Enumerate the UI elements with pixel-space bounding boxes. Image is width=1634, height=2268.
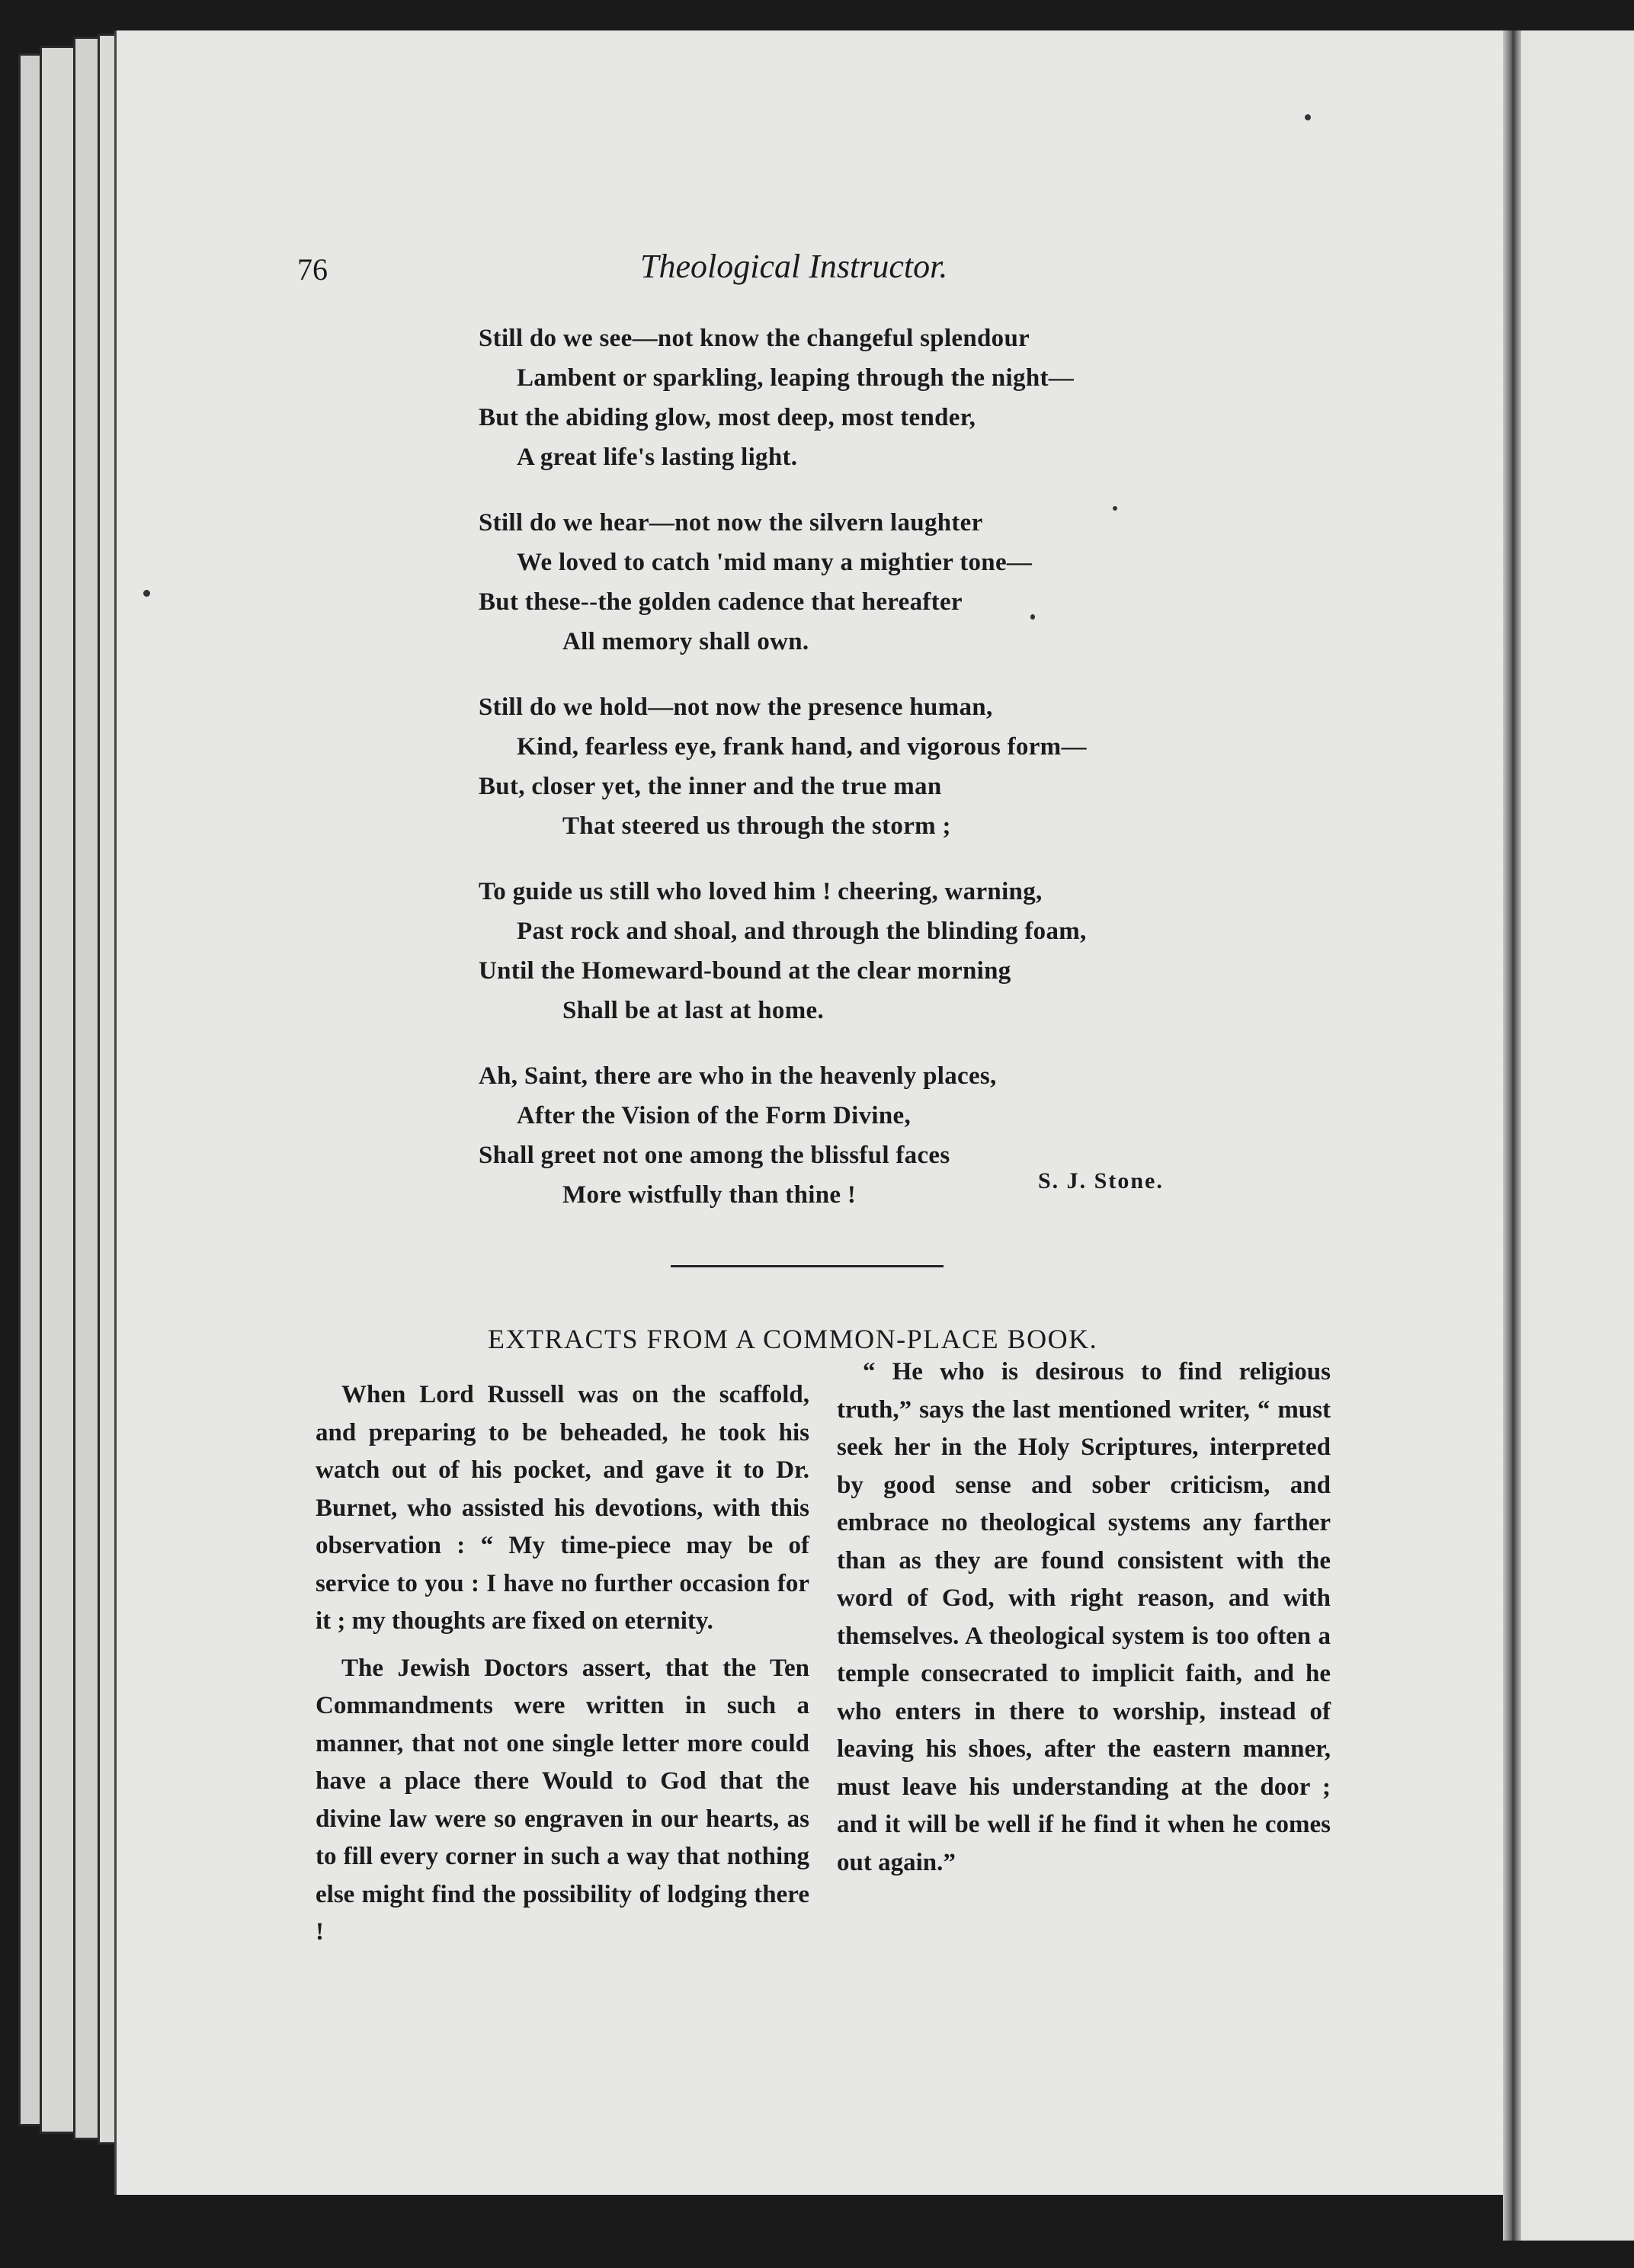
- poem-line: Still do we see—not know the changeful splendour: [479, 325, 1030, 352]
- poem-line: After the Vision of the Form Divine,: [517, 1102, 912, 1129]
- poem-line: Kind, fearless eye, frank hand, and vigorous form—: [517, 733, 1087, 761]
- print-speck: [1113, 506, 1117, 511]
- binding-gutter: [1503, 30, 1521, 2241]
- print-speck: [143, 590, 150, 597]
- poem-line: Ah, Saint, there are who in the heavenly places,: [479, 1062, 997, 1090]
- poem-line: We loved to catch 'mid many a mightier tone—: [517, 549, 1033, 576]
- poem-line: To guide us still who loved him ! cheering, warning,: [479, 878, 1043, 905]
- paragraph: “ He who is desirous to find religious truth,” says the last mentioned writer, “ must seek her in the Holy Scriptures, interpreted by good sense and sober criticism, and embrace no theological systems any farther than as they are found consistent with the word of God, with right reason, and with themselves. A theological system is too often a temple consecrated to implicit faith, and he who enters in there to worship, instead of leaving his shoes, after the eastern manner, must leave his understanding at the door ; and it will be well if he find it when he comes out again.”: [837, 1358, 1331, 1876]
- poem-line: Shall greet not one among the blissful faces: [479, 1142, 950, 1169]
- poem-line: That steered us through the storm ;: [562, 812, 951, 840]
- print-speck: [1305, 114, 1311, 120]
- poem-stanza: [479, 319, 1241, 477]
- right-column: [837, 1353, 1331, 1891]
- poem-line: More wistfully than thine !: [562, 1181, 857, 1209]
- poem-line: But the abiding glow, most deep, most tender,: [479, 404, 976, 431]
- poem-line: Past rock and shoal, and through the blinding foam,: [517, 918, 1087, 945]
- paragraph: When Lord Russell was on the scaffold, and preparing to be beheaded, he took his watch out of his pocket, and gave it to Dr. Burnet, who assisted his devotions, with this observation : “ My time-piece may be of service to you : I have no further occasion for it ; my thoughts are fixed on eternity.: [316, 1381, 809, 1635]
- poem-line: Still do we hold—not now the presence human,: [479, 694, 993, 721]
- poem-line: Still do we hear—not now the silvern laughter: [479, 509, 983, 537]
- poem-line: But, closer yet, the inner and the true man: [479, 773, 942, 800]
- poem-stanza: [479, 872, 1241, 1030]
- section-divider: [671, 1265, 944, 1267]
- page-number: 76: [297, 252, 328, 287]
- poem-line: Lambent or sparkling, leaping through the night—: [517, 364, 1075, 392]
- poem-line: Until the Homeward-bound at the clear morning: [479, 957, 1011, 985]
- poem-line: All memory shall own.: [562, 628, 809, 655]
- poem-author: S. J. Stone.: [1038, 1168, 1164, 1193]
- poem-stanza: [479, 503, 1241, 662]
- paragraph: The Jewish Doctors assert, that the Ten Commandments were written in such a manner, that not one single letter more could have a place there Would to God that the divine law were so engraven in our hearts, as to fill every corner in such a way that nothing else might find the possibility of lodging there !: [316, 1654, 809, 1946]
- running-title: Theological Instructor.: [640, 248, 948, 285]
- left-column: [316, 1376, 809, 1961]
- facing-page: [1517, 30, 1634, 2241]
- poem-line: But these--the golden cadence that hereafter: [479, 588, 963, 616]
- print-speck: [1030, 614, 1035, 620]
- section-title: EXTRACTS FROM A COMMON-PLACE BOOK.: [488, 1324, 1098, 1354]
- poem-line: A great life's lasting light.: [517, 444, 798, 471]
- page-header: [297, 248, 1181, 297]
- poem-stanza: [479, 687, 1241, 846]
- poem: [479, 319, 1241, 1241]
- poem-line: Shall be at last at home.: [562, 997, 825, 1024]
